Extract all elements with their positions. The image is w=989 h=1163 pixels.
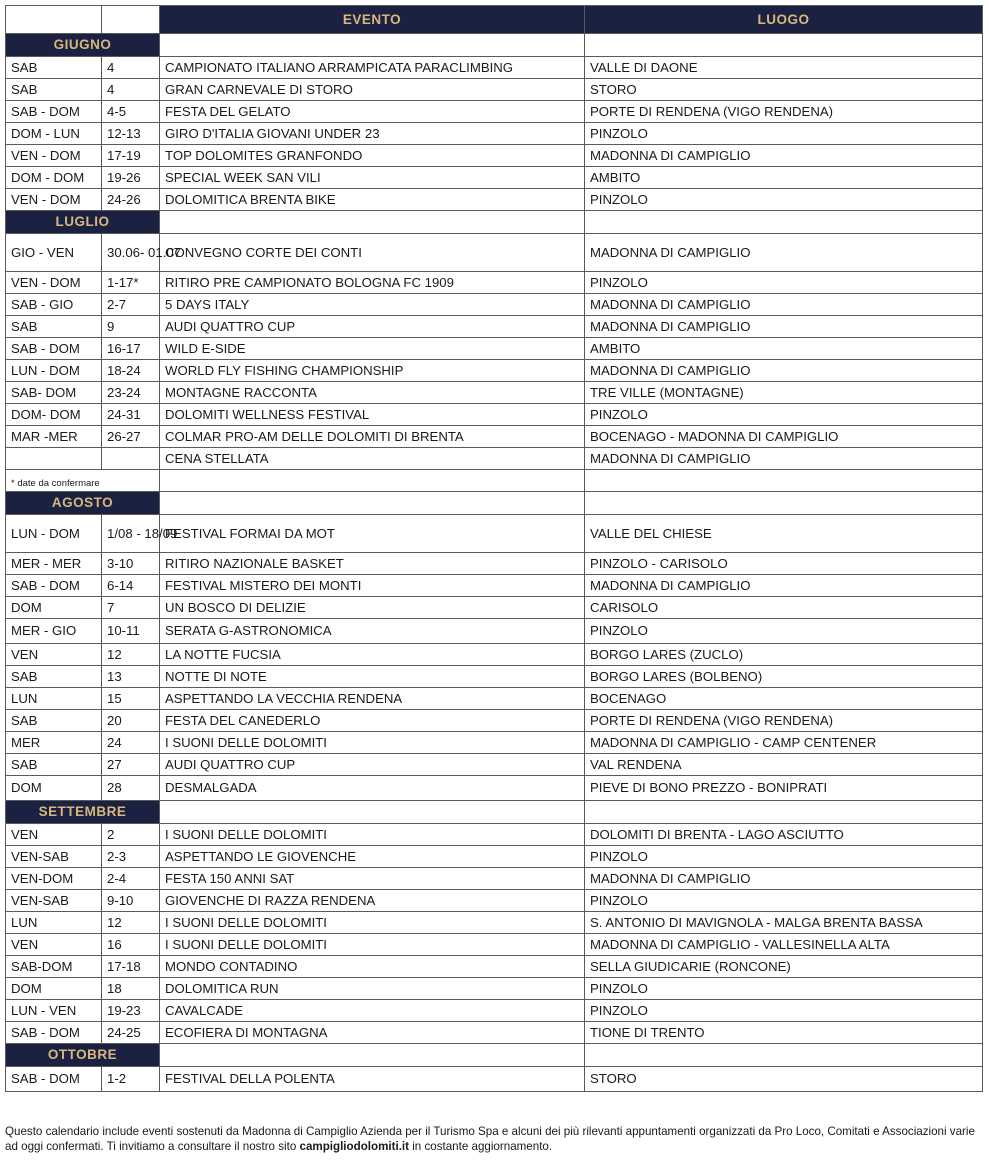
month-empty-place: [585, 1044, 983, 1067]
event-cell: SERATA G-ASTRONOMICA: [160, 619, 585, 644]
event-cell: CONVEGNO CORTE DEI CONTI: [160, 234, 585, 272]
event-cell: FESTIVAL DELLA POLENTA: [160, 1067, 585, 1092]
event-cell: DOLOMITICA BRENTA BIKE: [160, 189, 585, 211]
day-cell: DOM- DOM: [6, 404, 102, 426]
table-row: [6, 294, 983, 316]
day-cell: LUN - VEN: [6, 1000, 102, 1022]
day-cell: SAB: [6, 754, 102, 776]
date-cell: 6-14: [102, 575, 160, 597]
date-cell: 10-11: [102, 619, 160, 644]
header-luogo: LUOGO: [585, 6, 983, 34]
note-empty-place: [585, 470, 983, 492]
place-cell: CARISOLO: [585, 597, 983, 619]
date-cell: 2-3: [102, 846, 160, 868]
date-cell: 20: [102, 710, 160, 732]
day-cell: VEN - DOM: [6, 145, 102, 167]
month-label: AGOSTO: [6, 492, 160, 515]
month-row: [6, 211, 983, 234]
event-cell: LA NOTTE FUCSIA: [160, 644, 585, 666]
event-cell: I SUONI DELLE DOLOMITI: [160, 912, 585, 934]
day-cell: DOM - DOM: [6, 167, 102, 189]
month-empty-event: [160, 801, 585, 824]
table-row: [6, 732, 983, 754]
month-label: OTTOBRE: [6, 1044, 160, 1067]
table-row: [6, 666, 983, 688]
date-cell: 24-26: [102, 189, 160, 211]
table-row: [6, 338, 983, 360]
day-cell: SAB: [6, 666, 102, 688]
day-cell: GIO - VEN: [6, 234, 102, 272]
date-cell: 2-7: [102, 294, 160, 316]
place-cell: VALLE DEL CHIESE: [585, 515, 983, 553]
header-row: [6, 6, 983, 34]
table-row: [6, 101, 983, 123]
day-cell: SAB - DOM: [6, 1022, 102, 1044]
note-text: * date da confermare: [6, 470, 160, 492]
place-cell: BOCENAGO: [585, 688, 983, 710]
table-row: [6, 167, 983, 189]
place-cell: PIEVE DI BONO PREZZO - BONIPRATI: [585, 776, 983, 801]
place-cell: MADONNA DI CAMPIGLIO: [585, 360, 983, 382]
events-calendar-table: [5, 5, 983, 1092]
event-cell: ECOFIERA DI MONTAGNA: [160, 1022, 585, 1044]
table-row: [6, 575, 983, 597]
day-cell: SAB - GIO: [6, 294, 102, 316]
day-cell: LUN: [6, 912, 102, 934]
place-cell: PINZOLO: [585, 846, 983, 868]
table-row: [6, 846, 983, 868]
place-cell: SELLA GIUDICARIE (RONCONE): [585, 956, 983, 978]
place-cell: PINZOLO: [585, 189, 983, 211]
day-cell: MER - MER: [6, 553, 102, 575]
event-cell: ASPETTANDO LE GIOVENCHE: [160, 846, 585, 868]
month-empty-place: [585, 492, 983, 515]
place-cell: STORO: [585, 79, 983, 101]
place-cell: DOLOMITI DI BRENTA - LAGO ASCIUTTO: [585, 824, 983, 846]
event-cell: WILD E-SIDE: [160, 338, 585, 360]
table-row: [6, 776, 983, 801]
date-cell: 17-19: [102, 145, 160, 167]
month-label: GIUGNO: [6, 34, 160, 57]
event-cell: CENA STELLATA: [160, 448, 585, 470]
date-cell: 1/08 - 18/09: [102, 515, 160, 553]
date-cell: 27: [102, 754, 160, 776]
date-cell: 18-24: [102, 360, 160, 382]
table-row: [6, 1067, 983, 1092]
table-row: [6, 79, 983, 101]
date-cell: 19-23: [102, 1000, 160, 1022]
date-cell: 24: [102, 732, 160, 754]
date-cell: 16-17: [102, 338, 160, 360]
event-cell: I SUONI DELLE DOLOMITI: [160, 824, 585, 846]
table-row: [6, 382, 983, 404]
place-cell: PINZOLO: [585, 404, 983, 426]
event-cell: CAVALCADE: [160, 1000, 585, 1022]
day-cell: SAB: [6, 79, 102, 101]
event-cell: RITIRO PRE CAMPIONATO BOLOGNA FC 1909: [160, 272, 585, 294]
event-cell: DOLOMITI WELLNESS FESTIVAL: [160, 404, 585, 426]
place-cell: VAL RENDENA: [585, 754, 983, 776]
day-cell: MAR -MER: [6, 426, 102, 448]
place-cell: VALLE DI DAONE: [585, 57, 983, 79]
date-cell: 18: [102, 978, 160, 1000]
table-row: [6, 710, 983, 732]
footer-note: [5, 1124, 983, 1154]
event-cell: GIOVENCHE DI RAZZA RENDENA: [160, 890, 585, 912]
day-cell: SAB - DOM: [6, 1067, 102, 1092]
day-cell: SAB - DOM: [6, 575, 102, 597]
place-cell: MADONNA DI CAMPIGLIO: [585, 294, 983, 316]
day-cell: VEN: [6, 824, 102, 846]
table-row: [6, 754, 983, 776]
table-row: [6, 404, 983, 426]
place-cell: PINZOLO - CARISOLO: [585, 553, 983, 575]
table-row: [6, 912, 983, 934]
place-cell: TIONE DI TRENTO: [585, 1022, 983, 1044]
date-cell: 9-10: [102, 890, 160, 912]
date-cell: 13: [102, 666, 160, 688]
place-cell: MADONNA DI CAMPIGLIO - CAMP CENTENER: [585, 732, 983, 754]
event-cell: FESTA 150 ANNI SAT: [160, 868, 585, 890]
month-label: SETTEMBRE: [6, 801, 160, 824]
day-cell: SAB-DOM: [6, 956, 102, 978]
day-cell: SAB - DOM: [6, 101, 102, 123]
day-cell: DOM - LUN: [6, 123, 102, 145]
date-cell: 4: [102, 79, 160, 101]
place-cell: STORO: [585, 1067, 983, 1092]
date-cell: 26-27: [102, 426, 160, 448]
table-row: [6, 956, 983, 978]
month-empty-event: [160, 34, 585, 57]
event-cell: GRAN CARNEVALE DI STORO: [160, 79, 585, 101]
day-cell: VEN - DOM: [6, 189, 102, 211]
place-cell: PINZOLO: [585, 272, 983, 294]
place-cell: MADONNA DI CAMPIGLIO: [585, 145, 983, 167]
event-cell: WORLD FLY FISHING CHAMPIONSHIP: [160, 360, 585, 382]
table-row: [6, 868, 983, 890]
month-row: [6, 1044, 983, 1067]
event-cell: TOP DOLOMITES GRANFONDO: [160, 145, 585, 167]
place-cell: MADONNA DI CAMPIGLIO: [585, 868, 983, 890]
day-cell: [6, 448, 102, 470]
event-cell: I SUONI DELLE DOLOMITI: [160, 732, 585, 754]
event-cell: DOLOMITICA RUN: [160, 978, 585, 1000]
date-cell: 30.06- 01.07: [102, 234, 160, 272]
place-cell: AMBITO: [585, 338, 983, 360]
calendar-body: [6, 34, 983, 1092]
footer-text: Questo calendario include eventi sostenuti da Madonna di Campiglio Azienda per il Turismo Spa e alcuni dei più rilevanti appuntamenti organizzati da Pro Loco, Comitati e Associazioni varie ad oggi confermati. Ti invitiamo a consultare il nostro sito: [5, 1125, 975, 1153]
date-cell: [102, 448, 160, 470]
day-cell: LUN - DOM: [6, 360, 102, 382]
date-cell: 12: [102, 912, 160, 934]
date-cell: 15: [102, 688, 160, 710]
table-row: [6, 1022, 983, 1044]
place-cell: BORGO LARES (ZUCLO): [585, 644, 983, 666]
date-cell: 4-5: [102, 101, 160, 123]
event-cell: AUDI QUATTRO CUP: [160, 316, 585, 338]
date-cell: 9: [102, 316, 160, 338]
place-cell: MADONNA DI CAMPIGLIO: [585, 448, 983, 470]
place-cell: MADONNA DI CAMPIGLIO: [585, 316, 983, 338]
place-cell: TRE VILLE (MONTAGNE): [585, 382, 983, 404]
date-cell: 12: [102, 644, 160, 666]
event-cell: FESTIVAL MISTERO DEI MONTI: [160, 575, 585, 597]
event-cell: FESTA DEL GELATO: [160, 101, 585, 123]
date-cell: 24-31: [102, 404, 160, 426]
event-cell: ASPETTANDO LA VECCHIA RENDENA: [160, 688, 585, 710]
month-row: [6, 801, 983, 824]
footer-website-link[interactable]: campigliodolomiti.it: [299, 1140, 409, 1153]
table-row: [6, 934, 983, 956]
note-row: [6, 470, 983, 492]
event-cell: FESTA DEL CANEDERLO: [160, 710, 585, 732]
table-row: [6, 189, 983, 211]
table-row: [6, 448, 983, 470]
table-row: [6, 272, 983, 294]
date-cell: 12-13: [102, 123, 160, 145]
month-empty-event: [160, 211, 585, 234]
day-cell: LUN - DOM: [6, 515, 102, 553]
table-row: [6, 360, 983, 382]
table-row: [6, 553, 983, 575]
place-cell: PORTE DI RENDENA (VIGO RENDENA): [585, 101, 983, 123]
month-empty-event: [160, 492, 585, 515]
date-cell: 7: [102, 597, 160, 619]
table-row: [6, 145, 983, 167]
month-empty-place: [585, 211, 983, 234]
date-cell: 17-18: [102, 956, 160, 978]
table-row: [6, 57, 983, 79]
table-row: [6, 1000, 983, 1022]
event-cell: NOTTE DI NOTE: [160, 666, 585, 688]
day-cell: MER: [6, 732, 102, 754]
place-cell: MADONNA DI CAMPIGLIO: [585, 234, 983, 272]
event-cell: UN BOSCO DI DELIZIE: [160, 597, 585, 619]
day-cell: LUN: [6, 688, 102, 710]
day-cell: DOM: [6, 978, 102, 1000]
day-cell: VEN-SAB: [6, 890, 102, 912]
date-cell: 4: [102, 57, 160, 79]
event-cell: FESTIVAL FORMAI DA MOT: [160, 515, 585, 553]
table-row: [6, 644, 983, 666]
month-row: [6, 492, 983, 515]
date-cell: 28: [102, 776, 160, 801]
table-row: [6, 978, 983, 1000]
place-cell: PINZOLO: [585, 890, 983, 912]
day-cell: SAB: [6, 316, 102, 338]
event-cell: MONTAGNE RACCONTA: [160, 382, 585, 404]
event-cell: SPECIAL WEEK SAN VILI: [160, 167, 585, 189]
day-cell: MER - GIO: [6, 619, 102, 644]
table-row: [6, 234, 983, 272]
table-row: [6, 890, 983, 912]
day-cell: VEN-DOM: [6, 868, 102, 890]
event-cell: RITIRO NAZIONALE BASKET: [160, 553, 585, 575]
place-cell: S. ANTONIO DI MAVIGNOLA - MALGA BRENTA BASSA: [585, 912, 983, 934]
day-cell: SAB- DOM: [6, 382, 102, 404]
date-cell: 16: [102, 934, 160, 956]
event-cell: COLMAR PRO-AM DELLE DOLOMITI DI BRENTA: [160, 426, 585, 448]
event-cell: GIRO D'ITALIA GIOVANI UNDER 23: [160, 123, 585, 145]
date-cell: 2: [102, 824, 160, 846]
date-cell: 19-26: [102, 167, 160, 189]
place-cell: PORTE DI RENDENA (VIGO RENDENA): [585, 710, 983, 732]
date-cell: 24-25: [102, 1022, 160, 1044]
place-cell: PINZOLO: [585, 123, 983, 145]
table-row: [6, 426, 983, 448]
date-cell: 2-4: [102, 868, 160, 890]
day-cell: VEN: [6, 934, 102, 956]
event-cell: I SUONI DELLE DOLOMITI: [160, 934, 585, 956]
place-cell: BOCENAGO - MADONNA DI CAMPIGLIO: [585, 426, 983, 448]
table-row: [6, 597, 983, 619]
table-row: [6, 619, 983, 644]
day-cell: SAB - DOM: [6, 338, 102, 360]
month-label: LUGLIO: [6, 211, 160, 234]
place-cell: MADONNA DI CAMPIGLIO - VALLESINELLA ALTA: [585, 934, 983, 956]
month-empty-event: [160, 1044, 585, 1067]
date-cell: 1-17*: [102, 272, 160, 294]
event-cell: AUDI QUATTRO CUP: [160, 754, 585, 776]
place-cell: PINZOLO: [585, 978, 983, 1000]
header-blank-day: [6, 6, 102, 34]
day-cell: SAB: [6, 710, 102, 732]
place-cell: PINZOLO: [585, 1000, 983, 1022]
place-cell: BORGO LARES (BOLBENO): [585, 666, 983, 688]
day-cell: VEN - DOM: [6, 272, 102, 294]
event-cell: MONDO CONTADINO: [160, 956, 585, 978]
place-cell: MADONNA DI CAMPIGLIO: [585, 575, 983, 597]
header-blank-date: [102, 6, 160, 34]
place-cell: AMBITO: [585, 167, 983, 189]
month-empty-place: [585, 801, 983, 824]
footer-text-end: in costante aggiornamento.: [409, 1140, 553, 1153]
event-cell: CAMPIONATO ITALIANO ARRAMPICATA PARACLIMBING: [160, 57, 585, 79]
place-cell: PINZOLO: [585, 619, 983, 644]
event-cell: 5 DAYS ITALY: [160, 294, 585, 316]
header-evento: EVENTO: [160, 6, 585, 34]
day-cell: VEN-SAB: [6, 846, 102, 868]
date-cell: 1-2: [102, 1067, 160, 1092]
table-row: [6, 123, 983, 145]
day-cell: DOM: [6, 597, 102, 619]
table-row: [6, 316, 983, 338]
table-row: [6, 515, 983, 553]
date-cell: 23-24: [102, 382, 160, 404]
month-empty-place: [585, 34, 983, 57]
event-cell: DESMALGADA: [160, 776, 585, 801]
table-row: [6, 824, 983, 846]
note-empty-event: [160, 470, 585, 492]
month-row: [6, 34, 983, 57]
day-cell: SAB: [6, 57, 102, 79]
day-cell: DOM: [6, 776, 102, 801]
table-row: [6, 688, 983, 710]
date-cell: 3-10: [102, 553, 160, 575]
day-cell: VEN: [6, 644, 102, 666]
